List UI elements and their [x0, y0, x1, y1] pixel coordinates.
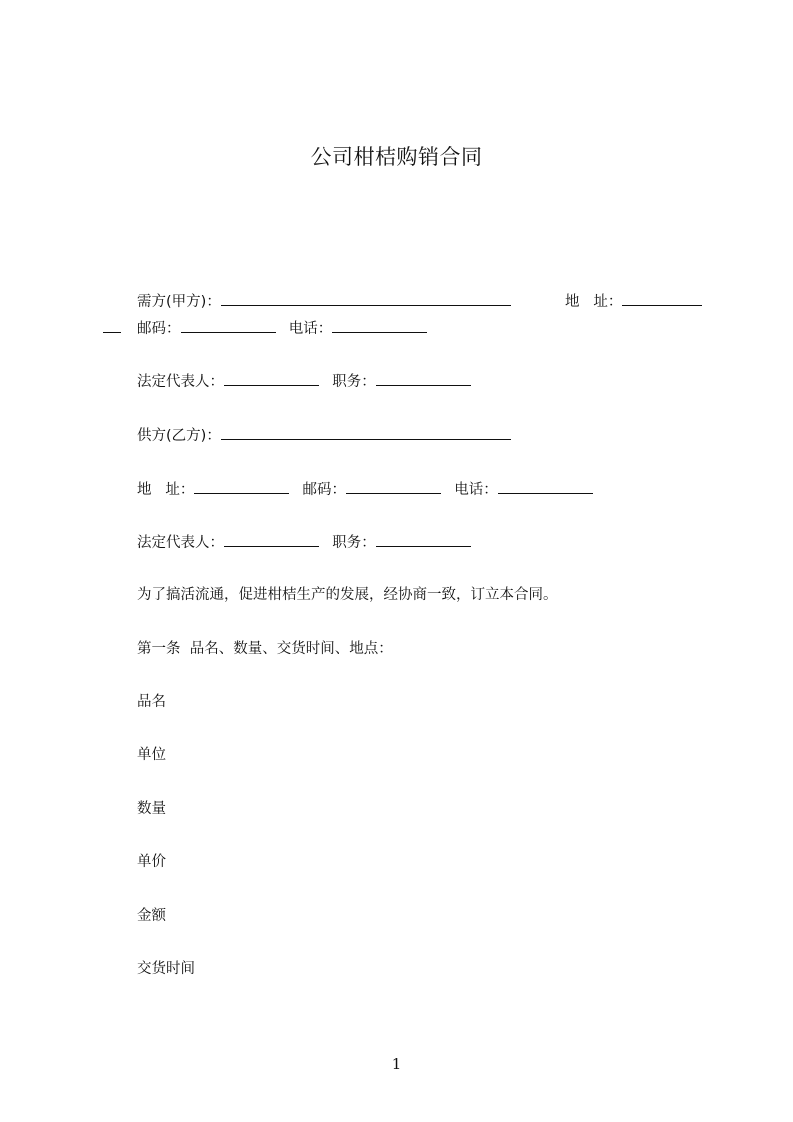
- item-delivery-time: 交货时间: [137, 961, 195, 977]
- item-unit-price: 单价: [137, 854, 166, 870]
- party-a-contact-line: [137, 318, 427, 339]
- party-a-position-label: 职务：: [332, 374, 376, 390]
- party-b-position-blank[interactable]: [376, 532, 471, 547]
- party-b-postcode-label: 邮码：: [302, 482, 347, 498]
- party-b-rep-label: 法定代表人：: [137, 535, 224, 551]
- party-a-address-blank[interactable]: [622, 291, 702, 306]
- party-a-address-continuation: [103, 318, 121, 339]
- party-b-address-blank[interactable]: [194, 479, 289, 494]
- party-b-line: [137, 425, 511, 446]
- party-a-position-blank[interactable]: [376, 371, 471, 386]
- party-a-rep-blank[interactable]: [224, 371, 319, 386]
- party-b-phone-blank[interactable]: [498, 479, 593, 494]
- party-a-phone-label: 电话：: [288, 321, 333, 337]
- party-a-rep-label: 法定代表人：: [137, 374, 224, 390]
- preamble-text: 为了搞活流通，促进柑桔生产的发展，经协商一致，订立本合同。: [137, 587, 558, 603]
- party-b-label: 供方(乙方)：: [137, 428, 221, 444]
- page-number: 1: [391, 1055, 402, 1073]
- party-a-rep-line: [137, 371, 471, 392]
- party-b-rep-blank[interactable]: [224, 532, 319, 547]
- party-b-rep-line: [137, 532, 471, 553]
- party-a-address-label: 地 址：: [565, 294, 623, 310]
- party-b-name-blank[interactable]: [221, 425, 511, 440]
- article-1-heading: 第一条 品名、数量、交货时间、地点：: [137, 641, 393, 657]
- party-b-position-label: 职务：: [332, 535, 376, 551]
- party-b-postcode-blank[interactable]: [346, 479, 441, 494]
- item-quantity: 数量: [137, 801, 166, 817]
- item-amount: 金额: [137, 908, 166, 924]
- party-a-postcode-blank[interactable]: [181, 318, 276, 333]
- party-a-address-line: [565, 291, 702, 312]
- party-a-label: 需方(甲方)：: [137, 294, 221, 310]
- party-a-phone-blank[interactable]: [332, 318, 427, 333]
- party-b-address-label: 地 址：: [137, 482, 195, 498]
- party-a-name-blank[interactable]: [221, 291, 511, 306]
- item-unit: 单位: [137, 747, 166, 763]
- item-product-name: 品名: [137, 694, 166, 710]
- party-a-address-blank-cont[interactable]: [103, 318, 121, 333]
- party-a-line: [137, 291, 511, 312]
- party-a-postcode-label: 邮码：: [137, 321, 181, 337]
- document-title: 公司柑桔购销合同: [310, 145, 483, 169]
- party-b-contact-line: [137, 479, 593, 500]
- party-b-phone-label: 电话：: [454, 482, 498, 498]
